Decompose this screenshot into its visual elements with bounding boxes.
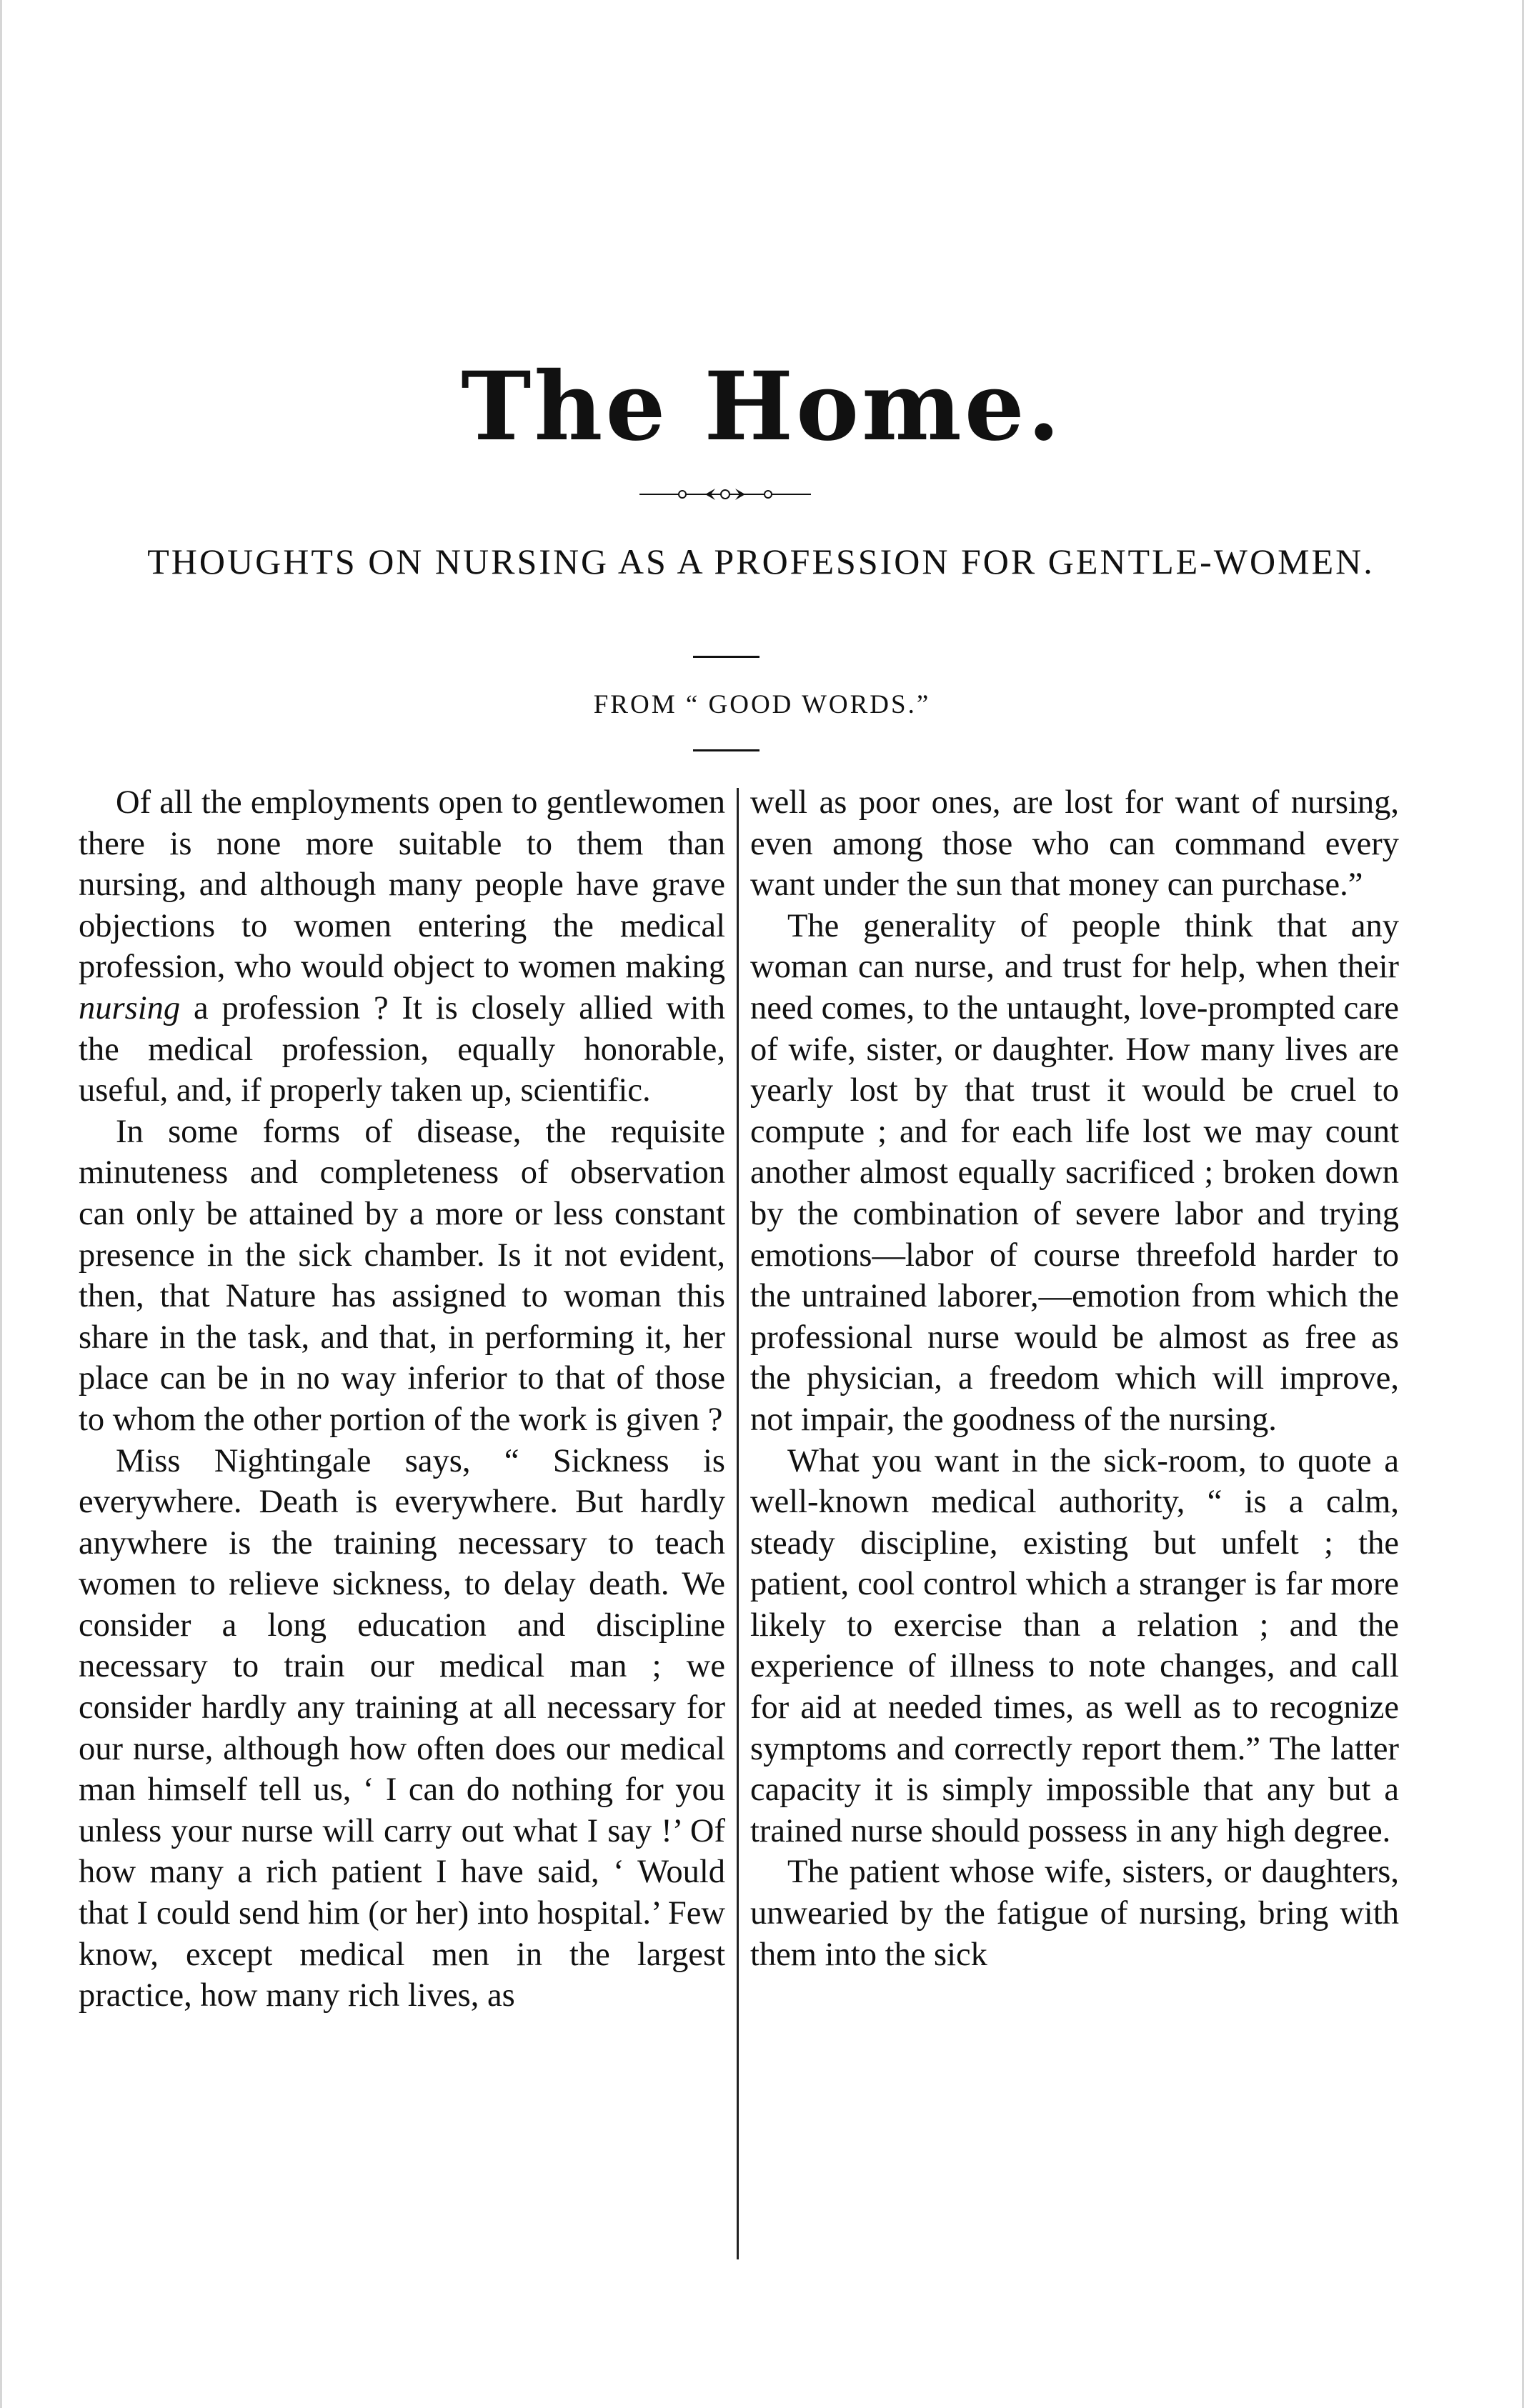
column-divider [737,788,739,2259]
right-column [750,782,1399,1975]
emphasis-nursing: nursing [79,989,181,1026]
paragraph-continued: well as poor ones, are lost for want of nursing, even among those who can command every want under the sun that money can purchase.” [750,784,1399,904]
paragraph: Miss Nightingale says, “ Sickness is everywhere. Death is everywhere. But hardly anywhere is the training necessary to teach women to relieve sickness, to delay death. We consider a long education and discipline necessary to train our medical man ; we consider hardly any training at all necessary for our nurse, although how often does our medical man himself tell us, ‘ I can do nothing for you unless your nurse will carry out what I say !’ Of how many a rich patient I have said, ‘ Would that I could send him (or her) into hospital.’ Few know, except medical men in the largest practice, how many rich lives, as [79,1442,725,2014]
paragraph: The patient whose wife, sisters, or daughters, unwearied by the fatigue of nursing, bring with them into the sick [750,1854,1399,1973]
section-masthead: The Home. [461,351,1063,462]
source-rule [693,749,759,751]
ornament-divider-icon [639,486,811,503]
article-title: THOUGHTS ON NURSING AS A PROFESSION FOR GENTLE-WOMEN. [147,541,1375,581]
article-source: FROM “ GOOD WORDS.” [593,690,931,719]
paragraph: The generality of people think that any woman can nurse, and trust for help, when their need comes, to the untaught, love-prompted care of wife, sister, or daughter. How many lives are yearly lost by that trust it would be cruel to compute ; and for each life lost we may count another almost equally sacrificed ; broken down by the combination of severe labor and trying emotions—labor of course threefold harder to the untrained laborer,—emotion from which the professional nurse would be almost as free as the physician, a freedom which will improve, not impair, the goodness of the nursing. [750,907,1399,1438]
paragraph: What you want in the sick-room, to quote a well-known medical authority, “ is a calm, steady discipline, existing but unfelt ; the patient, cool control which a stranger is far more likely to exercise than a relation ; and the experience of illness to note changes, and call for aid at needed times, as well as to recognize symptoms and correctly report them.” The latter capacity it is simply impossible that any but a trained nurse should possess in any high degree. [750,1442,1399,1849]
paragraph: In some forms of disease, the requisite minuteness and completeness of observation can only be attained by a more or less constant presence in the sick chamber. Is it not evident, then, that Nature has assigned to woman this share in the task, and that, in performing it, her place can be in no way inferior to that of those to whom the other portion of the work is given ? [79,1113,725,1438]
paragraph: Of all the employments open to gentlewomen there is none more suitable to them than nursing, and although many people have grave objections to women entering the medical profession, who would object to women making nursing a profession ? It is closely allied with the medical profession, equally honorable, useful, and, if properly taken up, scientific. [79,784,725,1109]
title-rule [693,656,759,658]
left-column [79,782,725,2017]
